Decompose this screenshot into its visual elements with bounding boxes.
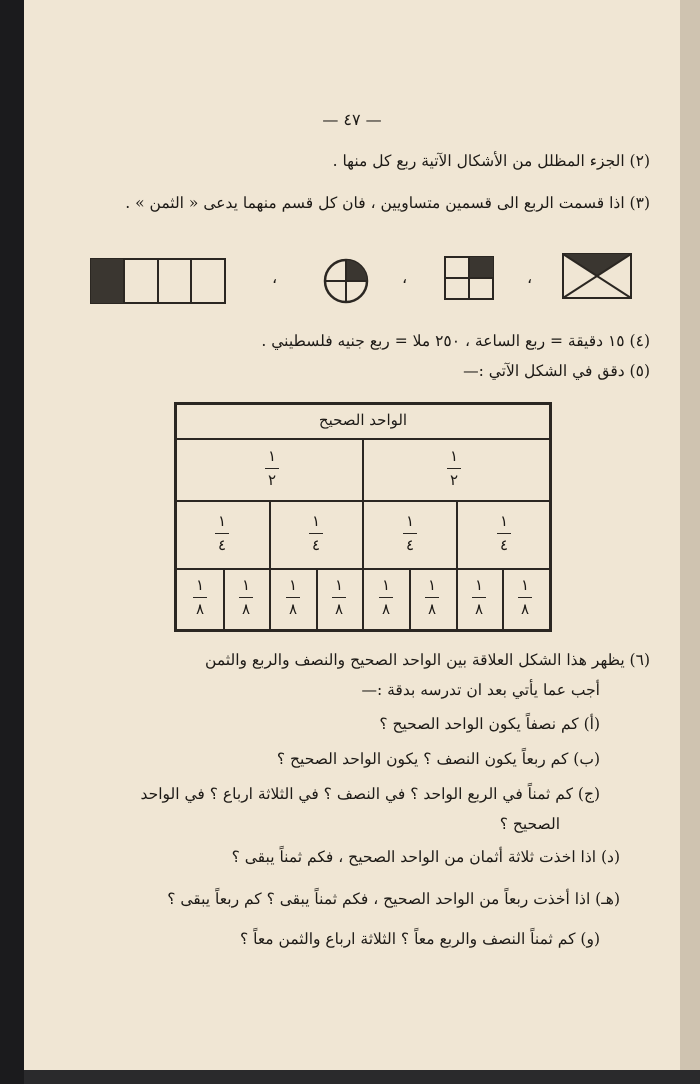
eighth-fraction: ١ ٨ bbox=[278, 577, 308, 618]
question-b: (ب) كم ربعاً يكون النصف ؟ يكون الواحد الصحيح ؟ bbox=[276, 750, 600, 768]
table-divider bbox=[502, 570, 504, 630]
circle-quarter-shape bbox=[322, 257, 370, 305]
item-5-text: (٥) دقق في الشكل الآتي :— bbox=[463, 362, 650, 380]
item-2-text: (٢) الجزء المظلل من الأشكال الآتية ربع كل منها . bbox=[332, 152, 650, 170]
item-4-text: (٤) ١٥ دقيقة = ربع الساعة ، ٢٥٠ ملا = ربع جنيه فلسطيني . bbox=[261, 332, 650, 350]
table-divider bbox=[269, 502, 271, 568]
separator-comma: ، bbox=[272, 268, 278, 287]
book-page bbox=[24, 0, 680, 1084]
half-fraction: ١ ٢ bbox=[257, 448, 287, 489]
eighth-fraction: ١ ٨ bbox=[510, 577, 540, 618]
table-divider bbox=[409, 570, 411, 630]
quarter-fraction: ١ ٤ bbox=[301, 513, 331, 554]
table-divider bbox=[362, 502, 364, 568]
question-a: (أ) كم نصفاً يكون الواحد الصحيح ؟ bbox=[379, 715, 600, 733]
quarter-fraction: ١ ٤ bbox=[489, 513, 519, 554]
eighth-fraction: ١ ٨ bbox=[417, 577, 447, 618]
bar-quarter-shape bbox=[90, 258, 226, 304]
table-title: الواحد الصحيح bbox=[318, 411, 408, 429]
eighth-fraction: ١ ٨ bbox=[324, 577, 354, 618]
item-6-instruction: أجب عما يأتي بعد ان تدرسه بدقة :— bbox=[361, 681, 600, 699]
eighth-fraction: ١ ٨ bbox=[231, 577, 261, 618]
table-divider bbox=[456, 502, 458, 568]
half-fraction: ١ ٢ bbox=[439, 448, 469, 489]
question-d: (د) اذا اخذت ثلاثة أثمان من الواحد الصحيح ، فكم ثمناً يبقى ؟ bbox=[231, 848, 620, 866]
table-divider bbox=[456, 570, 458, 630]
question-h: (هـ) اذا أخذت ربعاً من الواحد الصحيح ، فكم ثمناً يبقى ؟ كم ربعاً يبقى ؟ bbox=[167, 890, 620, 908]
bottom-shadow bbox=[24, 1070, 700, 1084]
page-number: — ٤٧ — bbox=[322, 110, 382, 129]
item-3-text: (٣) اذا قسمت الربع الى قسمين متساويين ، فان كل قسم منهما يدعى « الثمن » . bbox=[125, 194, 650, 212]
quarter-fraction: ١ ٤ bbox=[395, 513, 425, 554]
table-divider bbox=[223, 570, 225, 630]
question-c: (ج) كم ثمناً في الربع الواحد ؟ في النصف ؟ في الثلاثة ارباع ؟ في الواحد bbox=[140, 785, 600, 803]
eighth-fraction: ١ ٨ bbox=[371, 577, 401, 618]
eighth-fraction: ١ ٨ bbox=[464, 577, 494, 618]
separator-comma: ، bbox=[527, 268, 533, 287]
question-c-continued: الصحيح ؟ bbox=[499, 815, 560, 833]
item-6-text: (٦) يظهر هذا الشكل العلاقة بين الواحد الصحيح والنصف والربع والثمن bbox=[205, 651, 650, 669]
fraction-table bbox=[174, 402, 552, 632]
table-divider bbox=[362, 440, 364, 500]
envelope-quarter-shape bbox=[562, 253, 632, 299]
quarter-fraction: ١ ٤ bbox=[207, 513, 237, 554]
eighth-fraction: ١ ٨ bbox=[185, 577, 215, 618]
question-w: (و) كم ثمناً النصف والربع معاً ؟ الثلاثة ارباع والثمن معاً ؟ bbox=[239, 930, 600, 948]
table-divider bbox=[362, 570, 364, 630]
table-divider bbox=[269, 570, 271, 630]
table-divider bbox=[316, 570, 318, 630]
square-quarter-shape bbox=[444, 256, 494, 300]
separator-comma: ، bbox=[402, 268, 408, 287]
page-edge bbox=[680, 0, 700, 1084]
